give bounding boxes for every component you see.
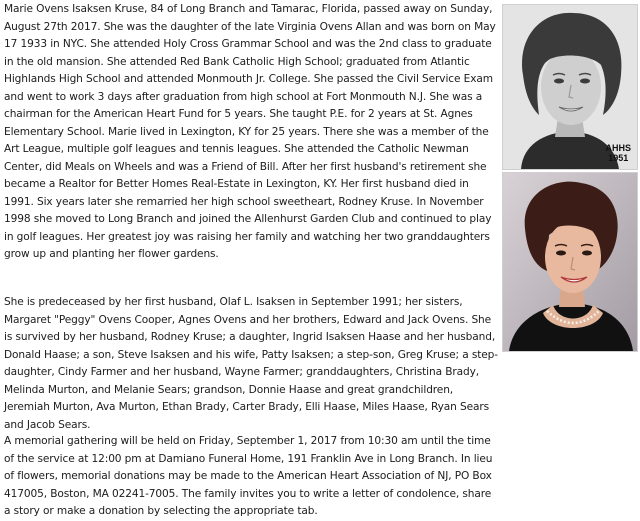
color-portrait-image (503, 173, 637, 351)
yearbook-caption-school: AHHS (605, 143, 631, 153)
obituary-paragraph-memorial: A memorial gathering will be held on Friday, September 1, 2017 from 10:30 am until the time of the service at 12:00 pm at Damiano Funeral Home, 191 Franklin Ave in Long Branch. In lieu of flowers, memorial donations may be made to the American Heart Association of NJ, PO Box 417005, Boston, MA 02241-7005. The family invites you to write a letter of condolence, share a story or make a donation by selecting the appropriate tab. (4, 435, 493, 517)
obituary-paragraph-bio: Marie Ovens Isaksen Kruse, 84 of Long Branch and Tamarac, Florida, passed away on Sunday, August 27th 2017. She was the daughter of the late Virginia Ovens Allan and was born on May 17 1933 in NYC. She attended Holy Cross Grammar School and was the 2nd class to graduate in the old mansion. She attended Red Bank Catholic High School; graduated from Atlantic Highlands High School and attended Monmouth Jr. College. She passed the Civil Service Exam and went to work 3 days after graduation from high school at Fort Monmouth N.J. She was a chairman for the American Heart Fund for 5 years. She taught P.E. for 2 years at St. Agnes Elementary School. Marie lived in Lexington, KY for 25 years. There she was a member of the Art League, multiple golf leagues and tennis leagues. She attended the Catholic Newman Center, did Meals on Wheels and was a Friend of Bill. After her first husband's retirement she became a Realtor for Better Homes Real-Estate in Lexington, KY. Her first husband died in 1991. Six years later she remarried her high school sweetheart, Rodney Kruse. In November 1998 she moved to Long Branch and joined the Allenhurst Garden Club and continued to play in golf leagues. Her greatest joy was raising her family and watching her two granddaughters grow up and planting her flower gardens. (4, 3, 496, 260)
yearbook-portrait-photo (502, 4, 638, 170)
obituary-text (4, 0, 500, 517)
yearbook-caption-year: 1951 (608, 153, 629, 163)
yearbook-caption (605, 143, 631, 163)
color-portrait-photo (502, 172, 638, 352)
obituary-paragraph-family: She is predeceased by her first husband, Olaf L. Isaksen in September 1991; her sisters, Margaret "Peggy" Ovens Cooper, Agnes Ovens and her brothers, Edward and Jack Ovens. She is survived by her husband, Rodney Kruse; a daughter, Ingrid Isaksen Haase and her husband, Donald Haase; a son, Steve Isaksen and his wife, Patty Isaksen; a step-son, Greg Kruse; a step-daughter, Cindy Farmer and her husband, Wayne Farmer; granddaughters, Christina Brady, Melinda Murton, and Melanie Sears; grandson, Donnie Haase and great grandchildren, Jeremiah Murton, Ava Murton, Ethan Brady, Carter Brady, Elli Haase, Miles Haase, Ryan Sears and Jacob Sears. (4, 296, 498, 431)
